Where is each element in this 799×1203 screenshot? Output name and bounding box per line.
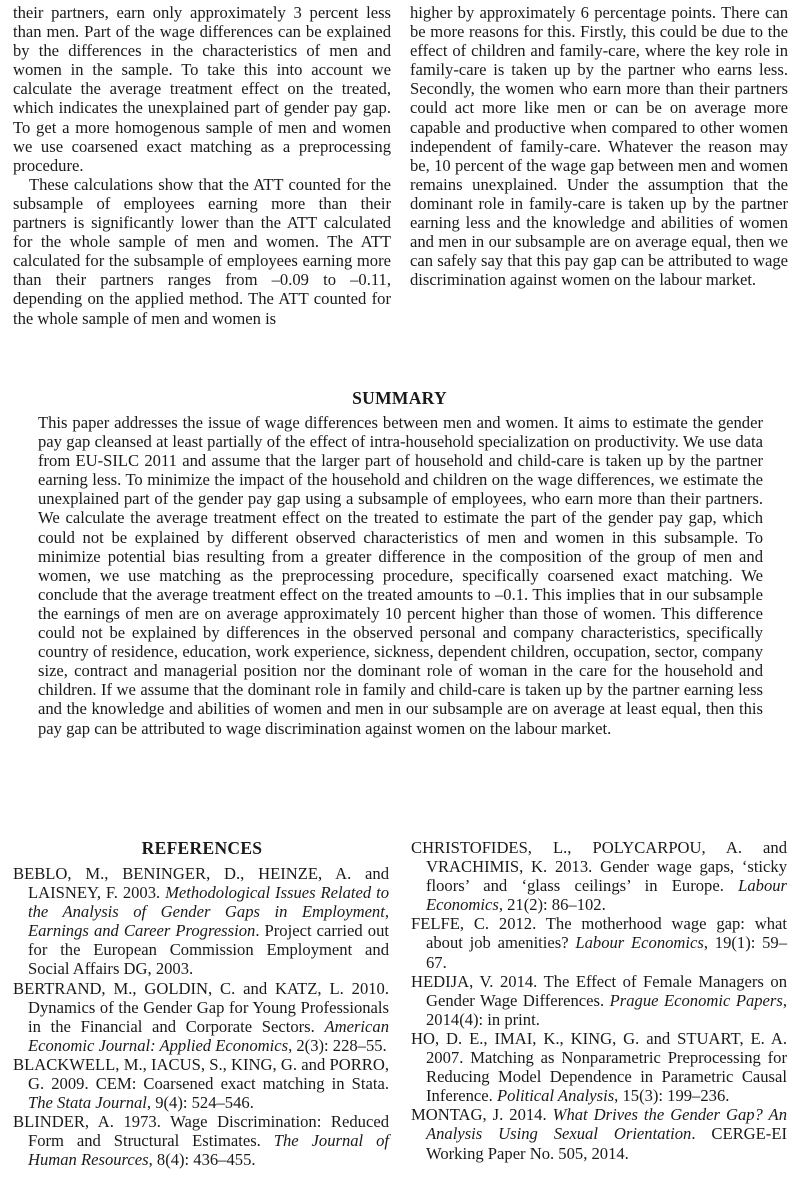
- body-paragraph: higher by approximately 6 percentage points. There can be more reasons for this. Firstly, this could be due to the effect of children and family-care, where the key role in family-care is taken up by the partner who earns less. Secondly, the women who earn more than their partners could act more like men or can be on average more capable and productive when compared to other women independent of family-care. Whatever the reason may be, 10 percent of the wage gap between men and women remains unexplained. Under the assumption that the dominant role in family-care is taken up by the partner earning less and the knowledge and abilities of women and men in our subsample are on average equal, then we can safely say that this pay gap can be attributed to wage discrimination against women on the labour market.: [410, 3, 788, 290]
- reference-entry: HEDIJA, V. 2014. The Effect of Female Managers on Gender Wage Differences. Prague Economic Papers, 2014(4): in print.: [411, 971, 787, 1029]
- body-paragraph: These calculations show that the ATT counted for the subsample of employees earning more than their partners is significantly lower than the ATT calculated for the whole sample of men and women. The ATT calculated for the subsample of employees earning more than their partners ranges from –0.09 to –0.11, depending on the applied method. The ATT counted for the whole sample of men and women is: [13, 174, 391, 328]
- reference-entry: BERTRAND, M., GOLDIN, C. and KATZ, L. 2010. Dynamics of the Gender Gap for Young Professionals in the Financial and Corporate Sectors. American Economic Journal: Applied Economics, 2(3): 228–55.: [13, 978, 389, 1055]
- reference-entry: BEBLO, M., BENINGER, D., HEINZE, A. and LAISNEY, F. 2003. Methodological Issues Related to the Analysis of Gender Gaps in Employment, Earnings and Career Progression. Project carried out for the European Commission Employment and Social Affairs DG, 2003.: [13, 864, 389, 979]
- references-left-column: [13, 864, 389, 1170]
- summary-text: This paper addresses the issue of wage differences between men and women. It aims to estimate the gender pay gap cleansed at least partially of the effect of intra-household specialization on productivity. We use data from EU-SILC 2011 and assume that the larger part of household and child-care is taken up by the partner earning less. To minimize the impact of the household and children on the wage differences, we estimate the unexplained part of the gender pay gap using a subsample of employees, who earn more than their partners. We calculate the average treatment effect on the treated to estimate the part of the gender pay gap, which could not be explained by different observed characteristics of men and women in this subsample. To minimize potential bias resulting from a greater difference in the composition of the group of men and women, we use matching as the preprocessing procedure, specifically coarsened exact matching. We conclude that the average treatment effect on the treated amounts to –0.1. This implies that in our subsample the earnings of men are on average approximately 10 percent higher than those of women. This difference could not be explained by differences in the observed personal and company characteristics, specifically country of residence, education, work experience, sickness, dependent children, occupation, sector, company size, contract and managerial position nor the dominant role of woman in the care for the household and children. If we assume that the dominant role in family and child-care is taken up by the partner earning less and the knowledge and abilities of women and men in our subsample are on average at least equal, then this pay gap can be attributed to wage discrimination against women on the labour market.: [38, 413, 763, 738]
- reference-entry: FELFE, C. 2012. The motherhood wage gap: what about job amenities? Labour Economics, 19(1): 59–67.: [411, 914, 787, 972]
- summary-heading: SUMMARY: [352, 388, 447, 408]
- reference-entry: MONTAG, J. 2014. What Drives the Gender Gap? An Analysis Using Sexual Orientation. CERGE-EI Working Paper No. 505, 2014.: [411, 1105, 787, 1163]
- references-heading: REFERENCES: [141, 838, 263, 858]
- references-right-column: [411, 838, 787, 1163]
- body-right-column: [410, 3, 788, 289]
- body-left-column: [13, 3, 391, 328]
- reference-entry: BLINDER, A. 1973. Wage Discrimination: Reduced Form and Structural Estimates. The Journal of Human Resources, 8(4): 436–455.: [13, 1112, 389, 1170]
- reference-entry: HO, D. E., IMAI, K., KING, G. and STUART, E. A. 2007. Matching as Nonparametric Preprocessing for Reducing Model Dependence in Parametric Causal Inference. Political Analysis, 15(3): 199–236.: [411, 1028, 787, 1106]
- reference-entry: CHRISTOFIDES, L., POLYCARPOU, A. and VRACHIMIS, K. 2013. Gender wage gaps, ‘sticky floors’ and ‘glass ceilings’ in Europe. Labour Economics, 21(2): 86–102.: [411, 838, 787, 915]
- reference-entry: BLACKWELL, M., IACUS, S., KING, G. and PORRO, G. 2009. CEM: Coarsened exact matching in Stata. The Stata Journal, 9(4): 524–546.: [13, 1054, 389, 1113]
- body-paragraph: their partners, earn only approximately 3 percent less than men. Part of the wage differences can be explained by the differences in the characteristics of men and women in the sample. To take this into account we calculate the average treatment effect on the treated, which indicates the unexplained part of gender pay gap. To get a more homogenous sample of men and women we use coarsened exact matching as a preprocessing procedure.: [13, 3, 391, 175]
